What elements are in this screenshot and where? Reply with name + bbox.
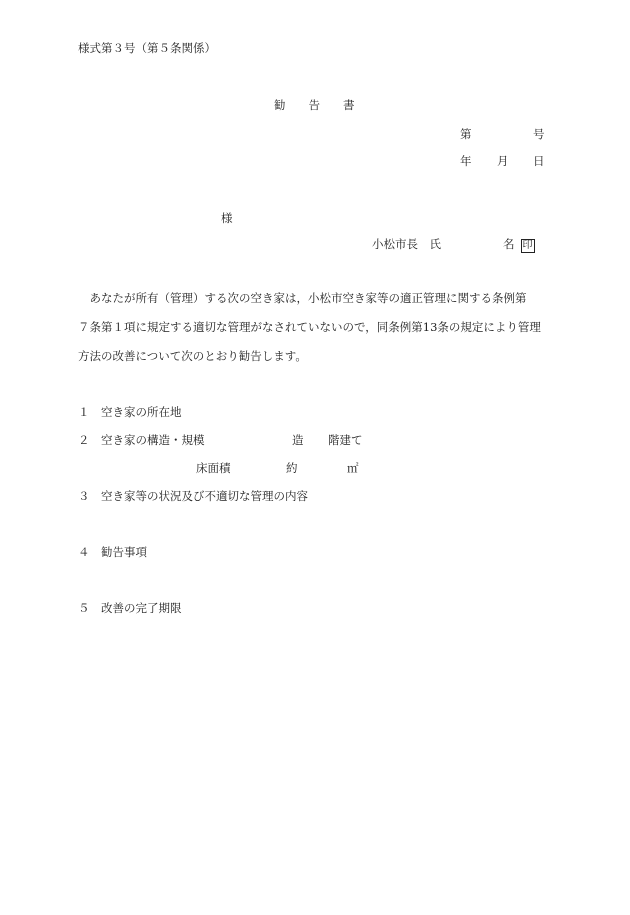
addressee: 様	[221, 211, 233, 225]
form-number: 様式第３号（第５条関係）	[78, 41, 216, 55]
date-year: 年	[460, 154, 472, 168]
doc-number-suffix: 号	[533, 127, 545, 141]
body-line: ７条第１項に規定する適切な管理がなされていないので，同条例第13条の規定により管理	[78, 320, 541, 334]
body-line: 方法の改善について次のとおり勧告します。	[78, 349, 307, 363]
sender-name-suffix	[503, 236, 535, 253]
item-3: ３ 空き家等の状況及び不適切な管理の内容	[78, 489, 308, 503]
item-4: ４ 勧告事項	[78, 545, 147, 559]
seal-mark: 印	[522, 240, 533, 251]
date-month: 月	[497, 154, 509, 168]
body-line: あなたが所有（管理）する次の空き家は，小松市空き家等の適正管理に関する条例第	[78, 291, 527, 305]
floor-area-approx: 約	[286, 461, 298, 475]
floor-area-label: 床面積	[196, 461, 231, 475]
doc-number-prefix: 第	[460, 127, 472, 141]
item-5: ５ 改善の完了期限	[78, 601, 182, 615]
date-day: 日	[533, 154, 545, 168]
item-2-structure: 造	[292, 433, 304, 447]
body-paragraph	[78, 284, 562, 371]
item-1: １ 空き家の所在地	[78, 405, 182, 419]
item-2: ２ 空き家の構造・規模	[78, 433, 205, 447]
item-2-floors: 階建て	[328, 433, 363, 447]
document-title: 勧 告 書	[274, 98, 355, 112]
floor-area-unit: ㎡	[347, 461, 359, 475]
sender-title: 小松市長 氏	[372, 237, 441, 251]
name-suffix: 名	[503, 237, 515, 251]
